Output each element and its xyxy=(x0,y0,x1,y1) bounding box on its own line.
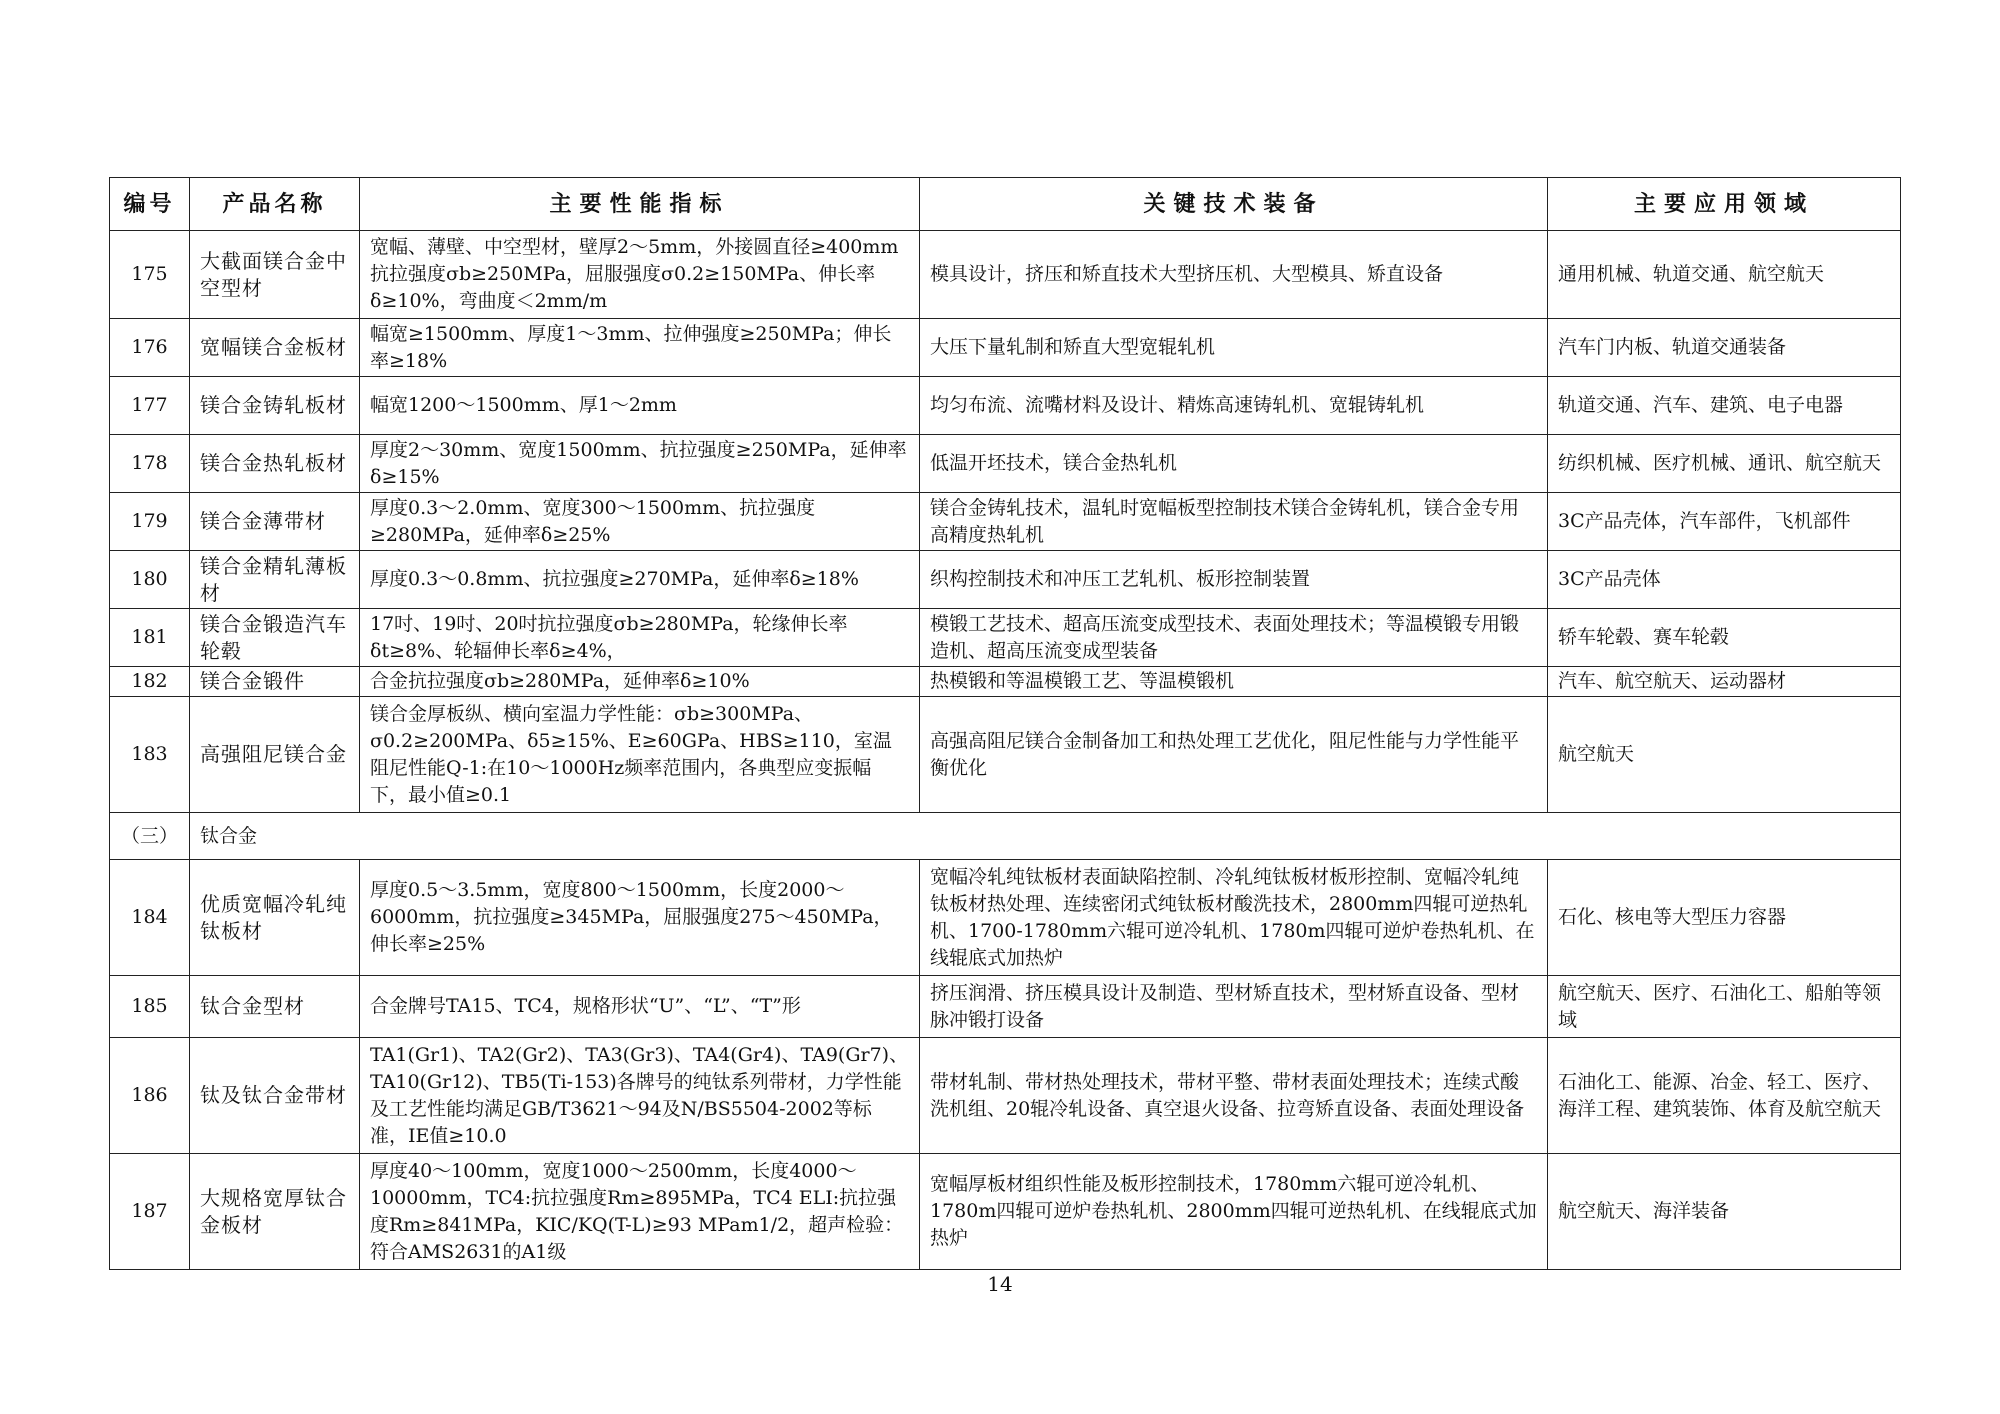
product-name: 优质宽幅冷轧纯钛板材 xyxy=(190,860,360,976)
performance-cell: 合金牌号TA15、TC4，规格形状“U”、“L”、“T”形 xyxy=(360,976,920,1038)
table-row xyxy=(110,493,1901,551)
application-cell: 通用机械、轨道交通、航空航天 xyxy=(1548,231,1901,319)
table-row xyxy=(110,1038,1901,1154)
application-cell: 轨道交通、汽车、建筑、电子电器 xyxy=(1548,377,1901,435)
table-row xyxy=(110,377,1901,435)
performance-cell: 镁合金厚板纵、横向室温力学性能：σb≥300MPa、σ0.2≥200MPa、δ5≥15%、E≥60GPa、HBS≥110，室温阻尼性能Q-1:在10～1000Hz频率范围内，各典型应变振幅下，最小值≥0.1 xyxy=(360,697,920,813)
table-row xyxy=(110,231,1901,319)
row-number: 185 xyxy=(110,976,190,1038)
product-name: 大截面镁合金中空型材 xyxy=(190,231,360,319)
table-row xyxy=(110,976,1901,1038)
product-name: 钛及钛合金带材 xyxy=(190,1038,360,1154)
header-equipment: 关键技术装备 xyxy=(920,178,1548,231)
performance-cell: 厚度2～30mm、宽度1500mm、抗拉强度≥250MPa，延伸率δ≥15% xyxy=(360,435,920,493)
table-row xyxy=(110,697,1901,813)
row-number: 175 xyxy=(110,231,190,319)
section-row xyxy=(110,813,1901,860)
row-number: 180 xyxy=(110,551,190,609)
equipment-cell: 宽幅厚板材组织性能及板形控制技术，1780mm六辊可逆冷轧机、1780m四辊可逆炉卷热轧机、2800mm四辊可逆热轧机、在线辊底式加热炉 xyxy=(920,1154,1548,1270)
performance-cell: TA1(Gr1)、TA2(Gr2)、TA3(Gr3)、TA4(Gr4)、TA9(Gr7)、TA10(Gr12)、TB5(Ti-153)各牌号的纯钛系列带材，力学性能及工艺性能均满足GB/T3621～94及N/BS5504-2002等标准，IE值≥10.0 xyxy=(360,1038,920,1154)
performance-cell: 合金抗拉强度σb≥280MPa，延伸率δ≥10% xyxy=(360,667,920,697)
row-number: 183 xyxy=(110,697,190,813)
equipment-cell: 大压下量轧制和矫直大型宽辊轧机 xyxy=(920,319,1548,377)
equipment-cell: 宽幅冷轧纯钛板材表面缺陷控制、冷轧纯钛板材板形控制、宽幅冷轧纯钛板材热处理、连续密闭式纯钛板材酸洗技术，2800mm四辊可逆热轧机、1700-1780mm六辊可逆冷轧机、1780m四辊可逆炉卷热轧机、在线辊底式加热炉 xyxy=(920,860,1548,976)
product-name: 钛合金型材 xyxy=(190,976,360,1038)
product-name: 镁合金精轧薄板材 xyxy=(190,551,360,609)
table-row xyxy=(110,551,1901,609)
row-number: 176 xyxy=(110,319,190,377)
table-row xyxy=(110,435,1901,493)
equipment-cell: 均匀布流、流嘴材料及设计、精炼高速铸轧机、宽辊铸轧机 xyxy=(920,377,1548,435)
product-name: 镁合金热轧板材 xyxy=(190,435,360,493)
equipment-cell: 带材轧制、带材热处理技术，带材平整、带材表面处理技术；连续式酸洗机组、20辊冷轧设备、真空退火设备、拉弯矫直设备、表面处理设备 xyxy=(920,1038,1548,1154)
table-header-row xyxy=(110,178,1901,231)
product-name: 镁合金铸轧板材 xyxy=(190,377,360,435)
equipment-cell: 高强高阻尼镁合金制备加工和热处理工艺优化，阻尼性能与力学性能平衡优化 xyxy=(920,697,1548,813)
page-number: 14 xyxy=(987,1272,1013,1296)
header-performance: 主要性能指标 xyxy=(360,178,920,231)
table-row xyxy=(110,667,1901,697)
equipment-cell: 模具设计，挤压和矫直技术大型挤压机、大型模具、矫直设备 xyxy=(920,231,1548,319)
product-name: 宽幅镁合金板材 xyxy=(190,319,360,377)
application-cell: 汽车门内板、轨道交通装备 xyxy=(1548,319,1901,377)
application-cell: 石化、核电等大型压力容器 xyxy=(1548,860,1901,976)
application-cell: 航空航天、医疗、石油化工、船舶等领域 xyxy=(1548,976,1901,1038)
equipment-cell: 模锻工艺技术、超高压流变成型技术、表面处理技术；等温模锻专用锻造机、超高压流变成型装备 xyxy=(920,609,1548,667)
header-application: 主要应用领域 xyxy=(1548,178,1901,231)
row-number: 184 xyxy=(110,860,190,976)
row-number: 181 xyxy=(110,609,190,667)
performance-cell: 厚度0.5～3.5mm，宽度800～1500mm，长度2000～6000mm，抗拉强度≥345MPa，屈服强度275～450MPa，伸长率≥25% xyxy=(360,860,920,976)
section-number: （三） xyxy=(110,813,190,860)
application-cell: 石油化工、能源、冶金、轻工、医疗、海洋工程、建筑装饰、体育及航空航天 xyxy=(1548,1038,1901,1154)
application-cell: 汽车、航空航天、运动器材 xyxy=(1548,667,1901,697)
equipment-cell: 镁合金铸轧技术，温轧时宽幅板型控制技术镁合金铸轧机，镁合金专用高精度热轧机 xyxy=(920,493,1548,551)
performance-cell: 厚度0.3～0.8mm、抗拉强度≥270MPa，延伸率δ≥18% xyxy=(360,551,920,609)
product-table xyxy=(109,177,1901,1270)
table-row xyxy=(110,860,1901,976)
application-cell: 3C产品壳体 xyxy=(1548,551,1901,609)
row-number: 186 xyxy=(110,1038,190,1154)
row-number: 179 xyxy=(110,493,190,551)
equipment-cell: 挤压润滑、挤压模具设计及制造、型材矫直技术，型材矫直设备、型材脉冲锻打设备 xyxy=(920,976,1548,1038)
section-title: 钛合金 xyxy=(190,813,1901,860)
row-number: 187 xyxy=(110,1154,190,1270)
performance-cell: 厚度40～100mm，宽度1000～2500mm，长度4000～10000mm，TC4:抗拉强度Rm≥895MPa，TC4 ELI:抗拉强度Rm≥841MPa，KIC/KQ(T-L)≥93 MPam1/2，超声检验：符合AMS2631的A1级 xyxy=(360,1154,920,1270)
row-number: 177 xyxy=(110,377,190,435)
header-number: 编号 xyxy=(110,178,190,231)
product-name: 镁合金锻造汽车轮毂 xyxy=(190,609,360,667)
application-cell: 航空航天、海洋装备 xyxy=(1548,1154,1901,1270)
table-row xyxy=(110,1154,1901,1270)
performance-cell: 幅宽≥1500mm、厚度1～3mm、拉伸强度≥250MPa；伸长率≥18% xyxy=(360,319,920,377)
application-cell: 航空航天 xyxy=(1548,697,1901,813)
product-name: 大规格宽厚钛合金板材 xyxy=(190,1154,360,1270)
product-name: 镁合金薄带材 xyxy=(190,493,360,551)
row-number: 178 xyxy=(110,435,190,493)
row-number: 182 xyxy=(110,667,190,697)
table-row xyxy=(110,609,1901,667)
performance-cell: 幅宽1200～1500mm、厚1～2mm xyxy=(360,377,920,435)
equipment-cell: 织构控制技术和冲压工艺轧机、板形控制装置 xyxy=(920,551,1548,609)
performance-cell: 厚度0.3～2.0mm、宽度300～1500mm、抗拉强度≥280MPa，延伸率δ≥25% xyxy=(360,493,920,551)
application-cell: 3C产品壳体，汽车部件，飞机部件 xyxy=(1548,493,1901,551)
product-name: 镁合金锻件 xyxy=(190,667,360,697)
equipment-cell: 低温开坯技术，镁合金热轧机 xyxy=(920,435,1548,493)
performance-cell: 宽幅、薄壁、中空型材，壁厚2～5mm，外接圆直径≥400mm抗拉强度σb≥250MPa，屈服强度σ0.2≥150MPa、伸长率δ≥10%，弯曲度＜2mm/m xyxy=(360,231,920,319)
equipment-cell: 热模锻和等温模锻工艺、等温模锻机 xyxy=(920,667,1548,697)
application-cell: 轿车轮毂、赛车轮毂 xyxy=(1548,609,1901,667)
product-name: 高强阻尼镁合金 xyxy=(190,697,360,813)
performance-cell: 17吋、19吋、20吋抗拉强度σb≥280MPa，轮缘伸长率δt≥8%、轮辐伸长率δ≥4%， xyxy=(360,609,920,667)
header-product-name: 产品名称 xyxy=(190,178,360,231)
application-cell: 纺织机械、医疗机械、通讯、航空航天 xyxy=(1548,435,1901,493)
table-row xyxy=(110,319,1901,377)
